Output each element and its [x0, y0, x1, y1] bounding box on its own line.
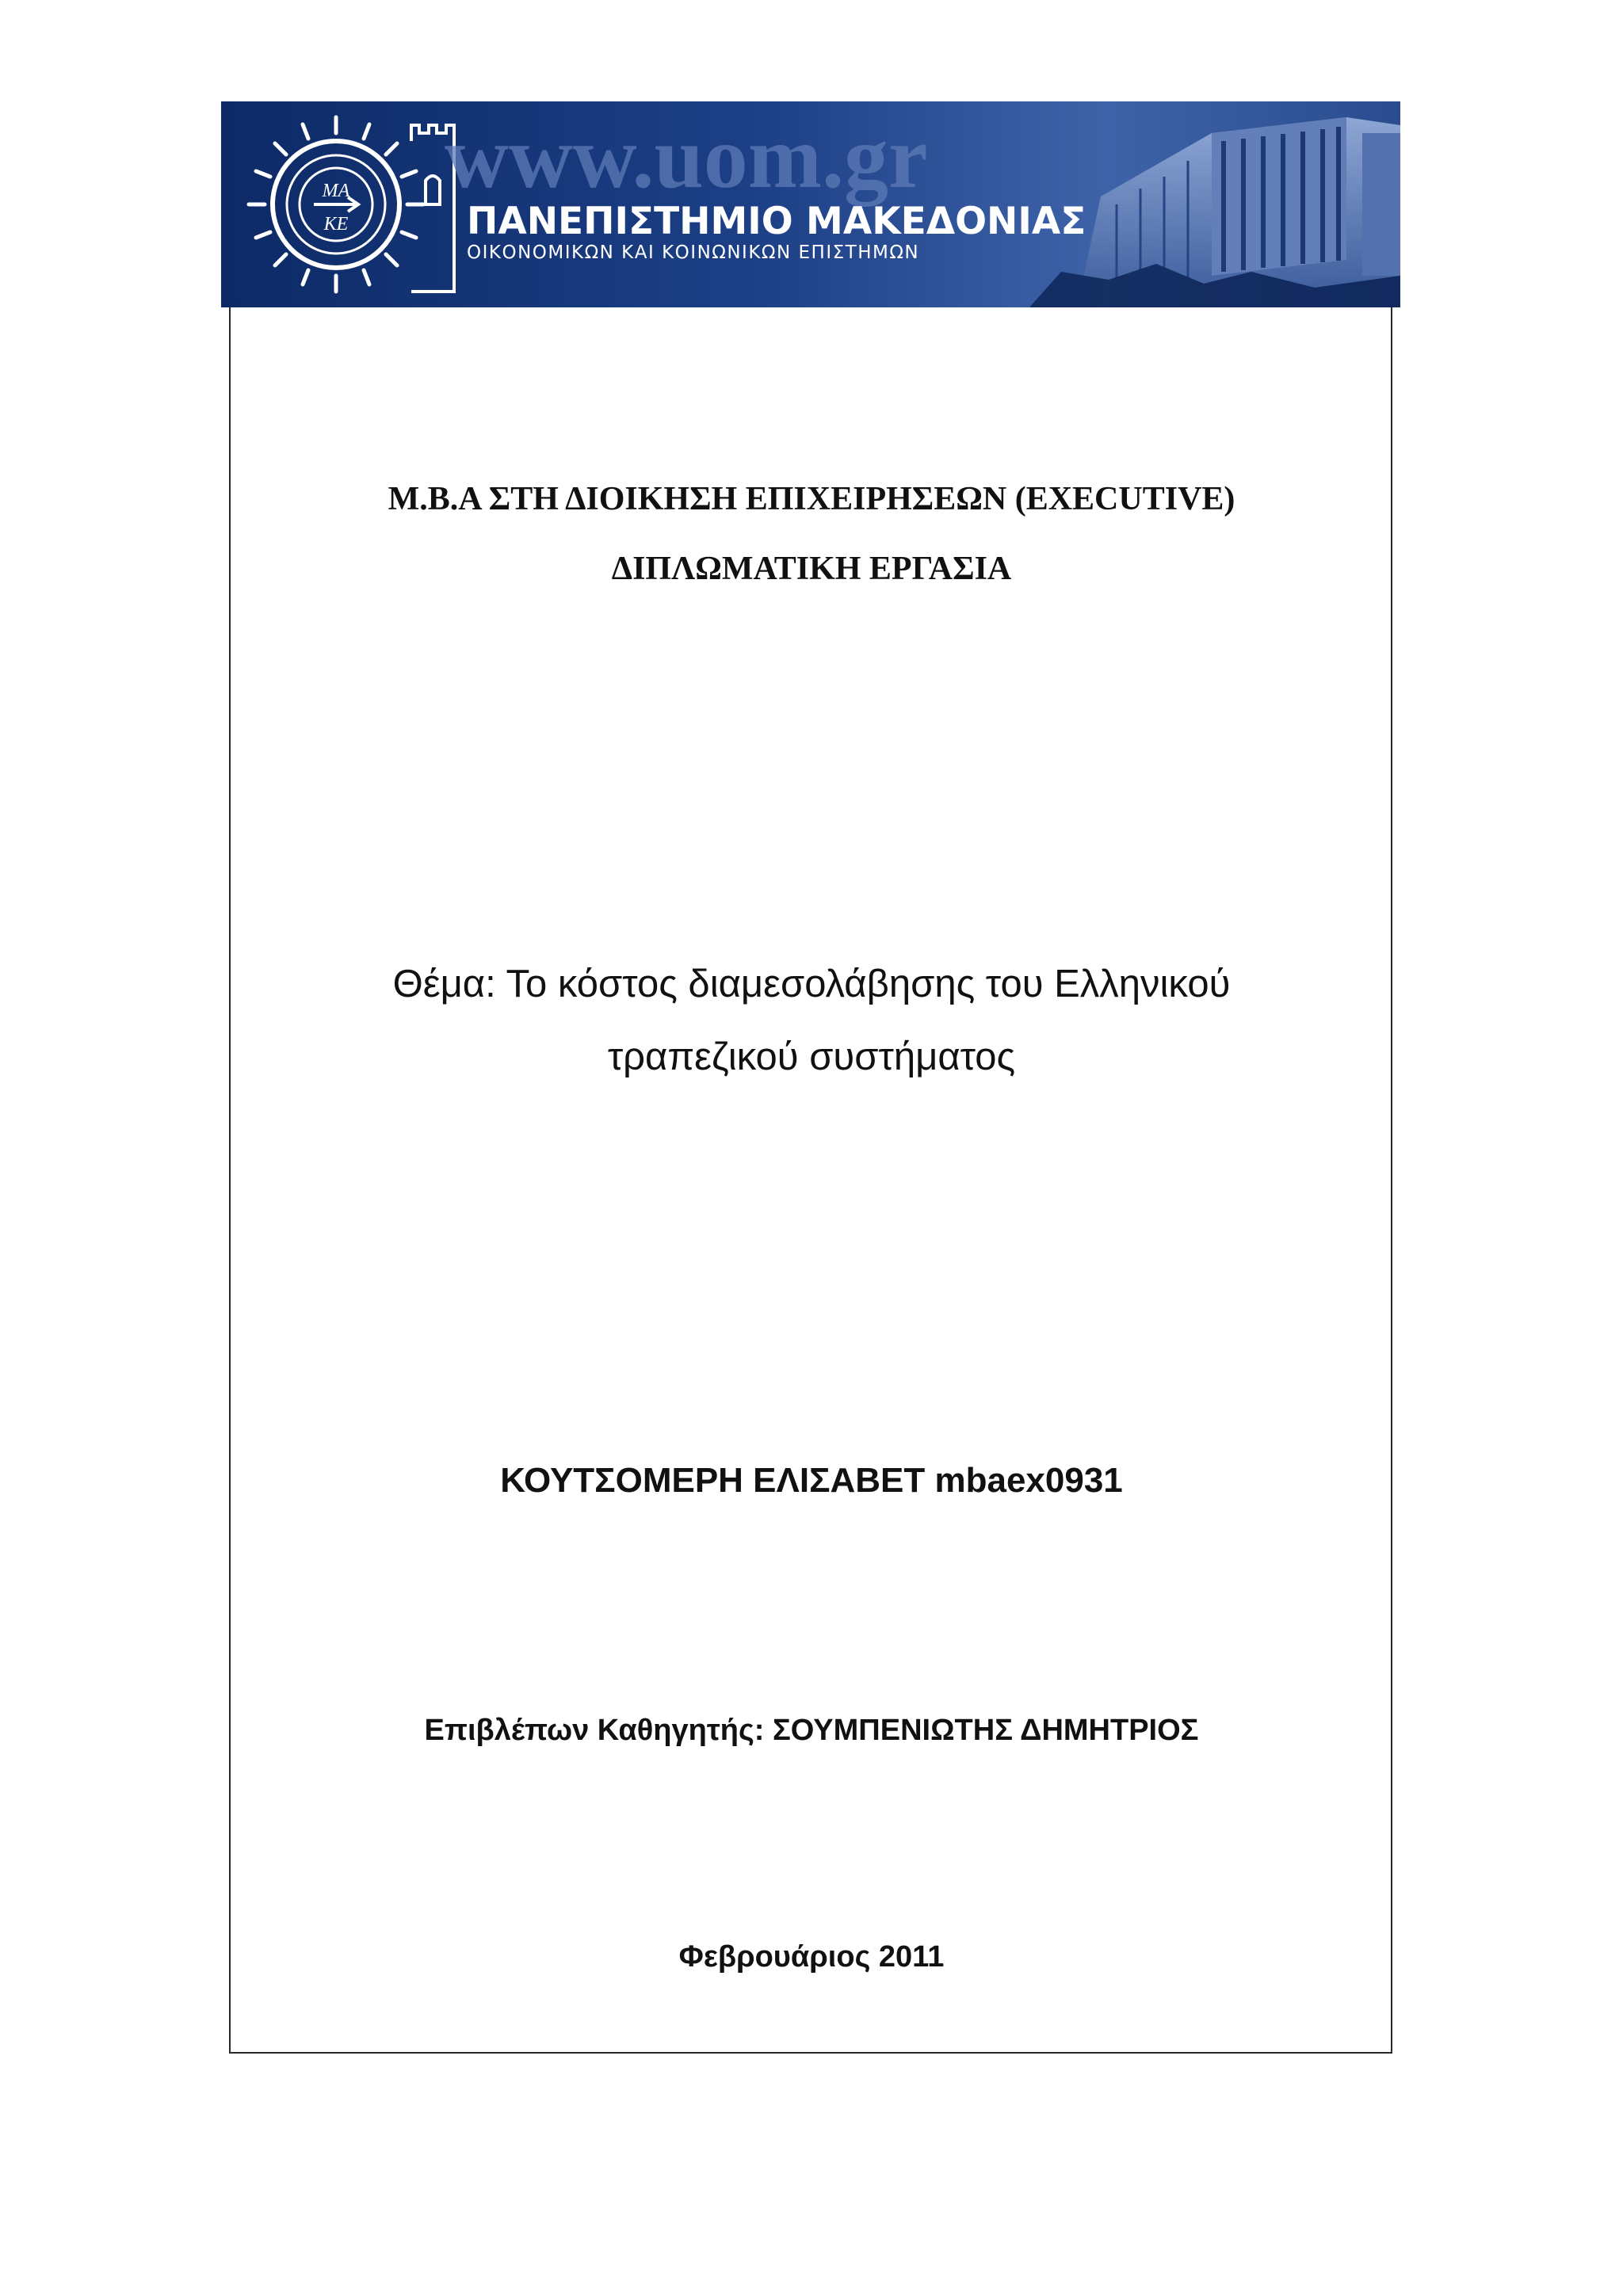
svg-text:ΚΕ: ΚΕ: [323, 214, 349, 235]
document-type: ΔΙΠΛΩΜΑΤΙΚΗ ΕΡΓΑΣΙΑ: [611, 551, 1012, 587]
author-name: ΚΟΥΤΣΟΜΕΡΗ ΕΛΙΣΑΒΕΤ mbaex0931: [500, 1461, 1123, 1500]
university-name: ΠΑΝΕΠΙΣΤΗΜΙΟ ΜΑΚΕΔΟΝΙΑΣ: [467, 200, 1086, 243]
topic-line-2: τραπεζικού συστήματος: [607, 1035, 1016, 1078]
topic-line-1: Θέμα: Το κόστος διαμεσολάβησης του Ελληνικού: [392, 963, 1231, 1005]
website-url: www.uom.gr: [445, 109, 928, 207]
university-banner: [221, 101, 1400, 307]
university-seal-icon: [249, 117, 423, 292]
supervisor: Επιβλέπων Καθηγητής: ΣΟΥΜΠΕΝΙΩΤΗΣ ΔΗΜΗΤΡΙΟΣ: [424, 1714, 1199, 1747]
university-subtitle: ΟΙΚΟΝΟΜΙΚΩΝ ΚΑΙ ΚΟΙΝΩΝΙΚΩΝ ΕΠΙΣΤΗΜΩΝ: [467, 242, 920, 263]
svg-text:ΜΑ: ΜΑ: [322, 181, 350, 201]
submission-date: Φεβρουάριος 2011: [678, 1940, 945, 1974]
program-title: Μ.Β.Α ΣΤΗ ΔΙΟΙΚΗΣΗ ΕΠΙΧΕΙΡΗΣΕΩΝ (EXECUTIVE): [388, 481, 1235, 517]
